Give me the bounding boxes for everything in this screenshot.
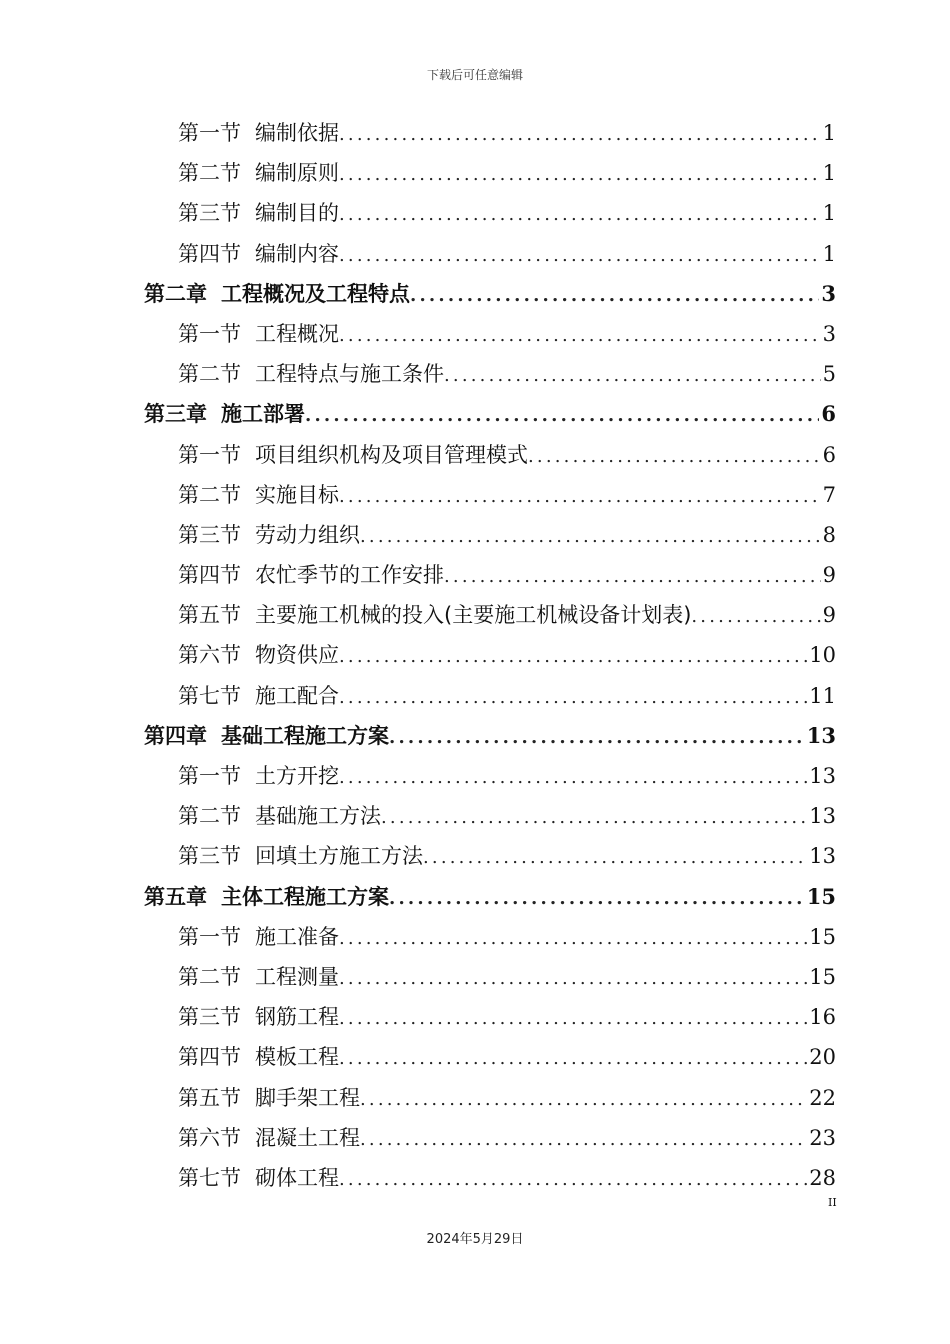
dot-leader — [339, 919, 807, 959]
dot-leader — [339, 155, 821, 195]
toc-section-entry[interactable] — [144, 1158, 836, 1198]
toc-entry-number: 第七节 — [178, 683, 241, 708]
toc-entry-text: 钢筋工程 — [255, 1005, 339, 1030]
page-number: II — [828, 1196, 837, 1209]
toc-entry-text: 回填土方施工方法 — [255, 844, 423, 869]
toc-entry-number: 第二节 — [178, 482, 241, 507]
toc-entry-number: 第三节 — [178, 1005, 241, 1030]
toc-page-number: 23 — [809, 1125, 836, 1150]
toc-entry-text: 脚手架工程 — [255, 1085, 360, 1110]
toc-entry-text: 基础施工方法 — [255, 804, 381, 829]
toc-entry-number: 第三节 — [178, 844, 241, 869]
dot-leader — [339, 1160, 807, 1200]
toc-chapter-entry[interactable] — [144, 394, 836, 434]
dot-leader — [360, 1080, 807, 1120]
toc-page-number: 1 — [822, 201, 836, 226]
toc-entry-title — [178, 435, 528, 475]
toc-entry-title — [178, 475, 339, 515]
toc-page-number: 13 — [809, 764, 836, 788]
toc-entry-text: 物资供应 — [255, 643, 339, 668]
dot-leader — [339, 678, 807, 718]
toc-entry-title — [178, 314, 339, 354]
toc-section-entry[interactable] — [144, 917, 836, 957]
dot-leader — [444, 557, 821, 597]
toc-entry-title — [178, 836, 423, 876]
dot-leader — [305, 396, 819, 436]
toc-page-number: 6 — [822, 442, 836, 467]
toc-entry-text: 工程特点与施工条件 — [255, 362, 444, 387]
toc-entry-number: 第五节 — [178, 603, 241, 628]
toc-entry-text: 编制依据 — [255, 121, 339, 145]
toc-page-number: 10 — [809, 643, 836, 668]
toc-entry-number: 第一节 — [178, 924, 241, 949]
dot-leader — [339, 195, 821, 235]
toc-entry-title — [178, 153, 339, 193]
toc-page-number: 13 — [809, 844, 836, 869]
toc-entry-number: 第二节 — [178, 964, 241, 989]
toc-chapter-entry[interactable] — [144, 716, 836, 756]
toc-section-entry[interactable] — [144, 113, 836, 153]
toc-entry-title — [178, 635, 339, 675]
toc-entry-number: 第二节 — [178, 804, 241, 829]
toc-entry-text: 砌体工程 — [255, 1165, 339, 1190]
toc-chapter-entry[interactable] — [144, 877, 836, 917]
toc-entry-text: 编制目的 — [255, 201, 339, 226]
toc-entry-title — [178, 234, 339, 274]
toc-entry-number: 第六节 — [178, 1125, 241, 1150]
toc-entry-number: 第二章 — [144, 281, 207, 306]
dot-leader — [389, 718, 805, 758]
toc-entry-title — [178, 917, 339, 957]
toc-entry-number: 第四章 — [144, 723, 207, 748]
toc-section-entry[interactable] — [144, 475, 836, 515]
toc-page-number: 8 — [822, 522, 836, 547]
toc-section-entry[interactable] — [144, 193, 836, 233]
toc-entry-text: 主体工程施工方案 — [221, 884, 389, 909]
dot-leader — [381, 798, 807, 838]
toc-page-number: 20 — [809, 1045, 836, 1070]
table-of-contents — [144, 113, 836, 1198]
toc-section-entry[interactable] — [144, 234, 836, 274]
toc-entry-number: 第六节 — [178, 643, 241, 668]
toc-entry-title — [178, 193, 339, 233]
toc-chapter-entry[interactable] — [144, 274, 836, 314]
toc-entry-number: 第四节 — [178, 563, 241, 588]
dot-leader — [528, 437, 821, 477]
toc-entry-text: 模板工程 — [255, 1045, 339, 1070]
toc-entry-text: 劳动力组织 — [255, 522, 360, 547]
toc-section-entry[interactable] — [144, 836, 836, 876]
toc-section-entry[interactable] — [144, 997, 836, 1037]
toc-entry-title — [178, 997, 339, 1037]
toc-page-number: 5 — [822, 362, 836, 387]
toc-entry-title — [178, 1158, 339, 1198]
toc-section-entry[interactable] — [144, 314, 836, 354]
toc-entry-title — [144, 877, 389, 917]
toc-entry-text: 实施目标 — [255, 482, 339, 507]
toc-entry-text: 工程测量 — [255, 964, 339, 989]
toc-entry-number: 第四节 — [178, 1045, 241, 1070]
toc-entry-title — [178, 555, 444, 595]
toc-page-number: 3 — [822, 321, 836, 346]
toc-page-number: 11 — [809, 683, 836, 708]
toc-page-number: 13 — [806, 722, 836, 748]
toc-section-entry[interactable] — [144, 435, 836, 475]
toc-entry-title — [178, 1078, 360, 1118]
toc-section-entry[interactable] — [144, 756, 836, 796]
dot-leader — [423, 838, 807, 878]
dot-leader — [339, 999, 807, 1039]
toc-entry-number: 第三节 — [178, 522, 241, 547]
toc-entry-text: 项目组织机构及项目管理模式 — [255, 442, 528, 467]
toc-page-number: 15 — [809, 964, 836, 989]
dot-leader — [339, 236, 821, 276]
toc-section-entry[interactable] — [144, 1078, 836, 1118]
dot-leader — [339, 115, 821, 155]
toc-page-number: 6 — [821, 401, 836, 427]
toc-entry-text: 基础工程施工方案 — [221, 723, 389, 748]
toc-section-entry[interactable] — [144, 796, 836, 836]
toc-entry-number: 第五节 — [178, 1085, 241, 1110]
toc-entry-text: 农忙季节的工作安排 — [255, 563, 444, 588]
dot-leader — [339, 1039, 807, 1079]
toc-entry-text: 编制原则 — [255, 161, 339, 186]
toc-entry-text: 施工部署 — [221, 402, 305, 427]
toc-entry-title — [178, 1037, 339, 1077]
toc-entry-number: 第一节 — [178, 321, 241, 346]
toc-page-number: 9 — [822, 603, 836, 628]
toc-entry-number: 第一节 — [178, 121, 241, 145]
toc-entry-title — [178, 676, 339, 716]
page-header: 下载后可任意编辑 — [426, 68, 523, 82]
toc-entry-number: 第七节 — [178, 1165, 241, 1190]
toc-page-number: 3 — [821, 280, 836, 306]
toc-entry-title — [178, 1118, 360, 1158]
toc-page-number: 15 — [809, 924, 836, 949]
toc-entry-number: 第二节 — [178, 161, 241, 186]
dot-leader — [339, 637, 807, 677]
toc-page-number: 16 — [809, 1005, 836, 1030]
toc-entry-title — [144, 394, 305, 434]
toc-entry-text: 编制内容 — [255, 241, 339, 266]
toc-entry-title — [178, 515, 360, 555]
toc-section-entry[interactable] — [144, 595, 836, 635]
page-footer-date: 2024年5月29日 — [426, 1232, 524, 1247]
toc-entry-title — [178, 957, 339, 997]
toc-entry-title — [178, 113, 339, 153]
dot-leader — [410, 276, 819, 316]
toc-entry-number: 第一节 — [178, 764, 241, 788]
toc-page-number: 1 — [822, 161, 836, 186]
toc-section-entry[interactable] — [144, 153, 836, 193]
toc-section-entry[interactable] — [144, 1037, 836, 1077]
toc-entry-text: 施工配合 — [255, 683, 339, 708]
toc-page-number: 9 — [822, 563, 836, 588]
dot-leader — [360, 517, 821, 557]
toc-entry-number: 第二节 — [178, 362, 241, 387]
toc-entry-title — [178, 595, 691, 635]
toc-section-entry[interactable] — [144, 515, 836, 555]
toc-entry-text: 主要施工机械的投入(主要施工机械设备计划表) — [255, 603, 692, 628]
toc-section-entry[interactable] — [144, 354, 836, 394]
toc-section-entry[interactable] — [144, 676, 836, 716]
toc-page-number: 28 — [809, 1165, 836, 1190]
toc-entry-number: 第四节 — [178, 241, 241, 266]
toc-section-entry[interactable] — [144, 635, 836, 675]
toc-entry-title — [178, 756, 339, 796]
toc-entry-title — [178, 354, 444, 394]
toc-entry-number: 第三节 — [178, 201, 241, 226]
toc-entry-text: 施工准备 — [255, 924, 339, 949]
toc-entry-number: 第一节 — [178, 442, 241, 467]
toc-page-number: 13 — [809, 804, 836, 829]
toc-entry-number: 第五章 — [144, 884, 207, 909]
toc-entry-title — [144, 274, 410, 314]
toc-page-number: 22 — [809, 1085, 836, 1110]
toc-entry-text: 工程概况 — [255, 321, 339, 346]
toc-page-number: 1 — [822, 241, 836, 266]
toc-entry-text: 混凝土工程 — [255, 1125, 360, 1150]
dot-leader — [339, 758, 807, 798]
dot-leader — [691, 597, 820, 637]
dot-leader — [360, 1120, 807, 1160]
toc-page-number: 15 — [806, 883, 836, 909]
dot-leader — [339, 959, 807, 999]
dot-leader — [339, 477, 821, 517]
toc-page-number: 1 — [822, 121, 836, 145]
toc-section-entry[interactable] — [144, 555, 836, 595]
toc-section-entry[interactable] — [144, 1118, 836, 1158]
toc-entry-title — [178, 796, 381, 836]
dot-leader — [389, 879, 805, 919]
toc-section-entry[interactable] — [144, 957, 836, 997]
toc-page-number: 7 — [822, 482, 836, 507]
toc-entry-title — [144, 716, 389, 756]
toc-entry-text: 工程概况及工程特点 — [221, 281, 410, 306]
dot-leader — [444, 356, 821, 396]
dot-leader — [339, 316, 821, 356]
toc-entry-text: 土方开挖 — [255, 764, 339, 788]
toc-entry-number: 第三章 — [144, 402, 207, 427]
